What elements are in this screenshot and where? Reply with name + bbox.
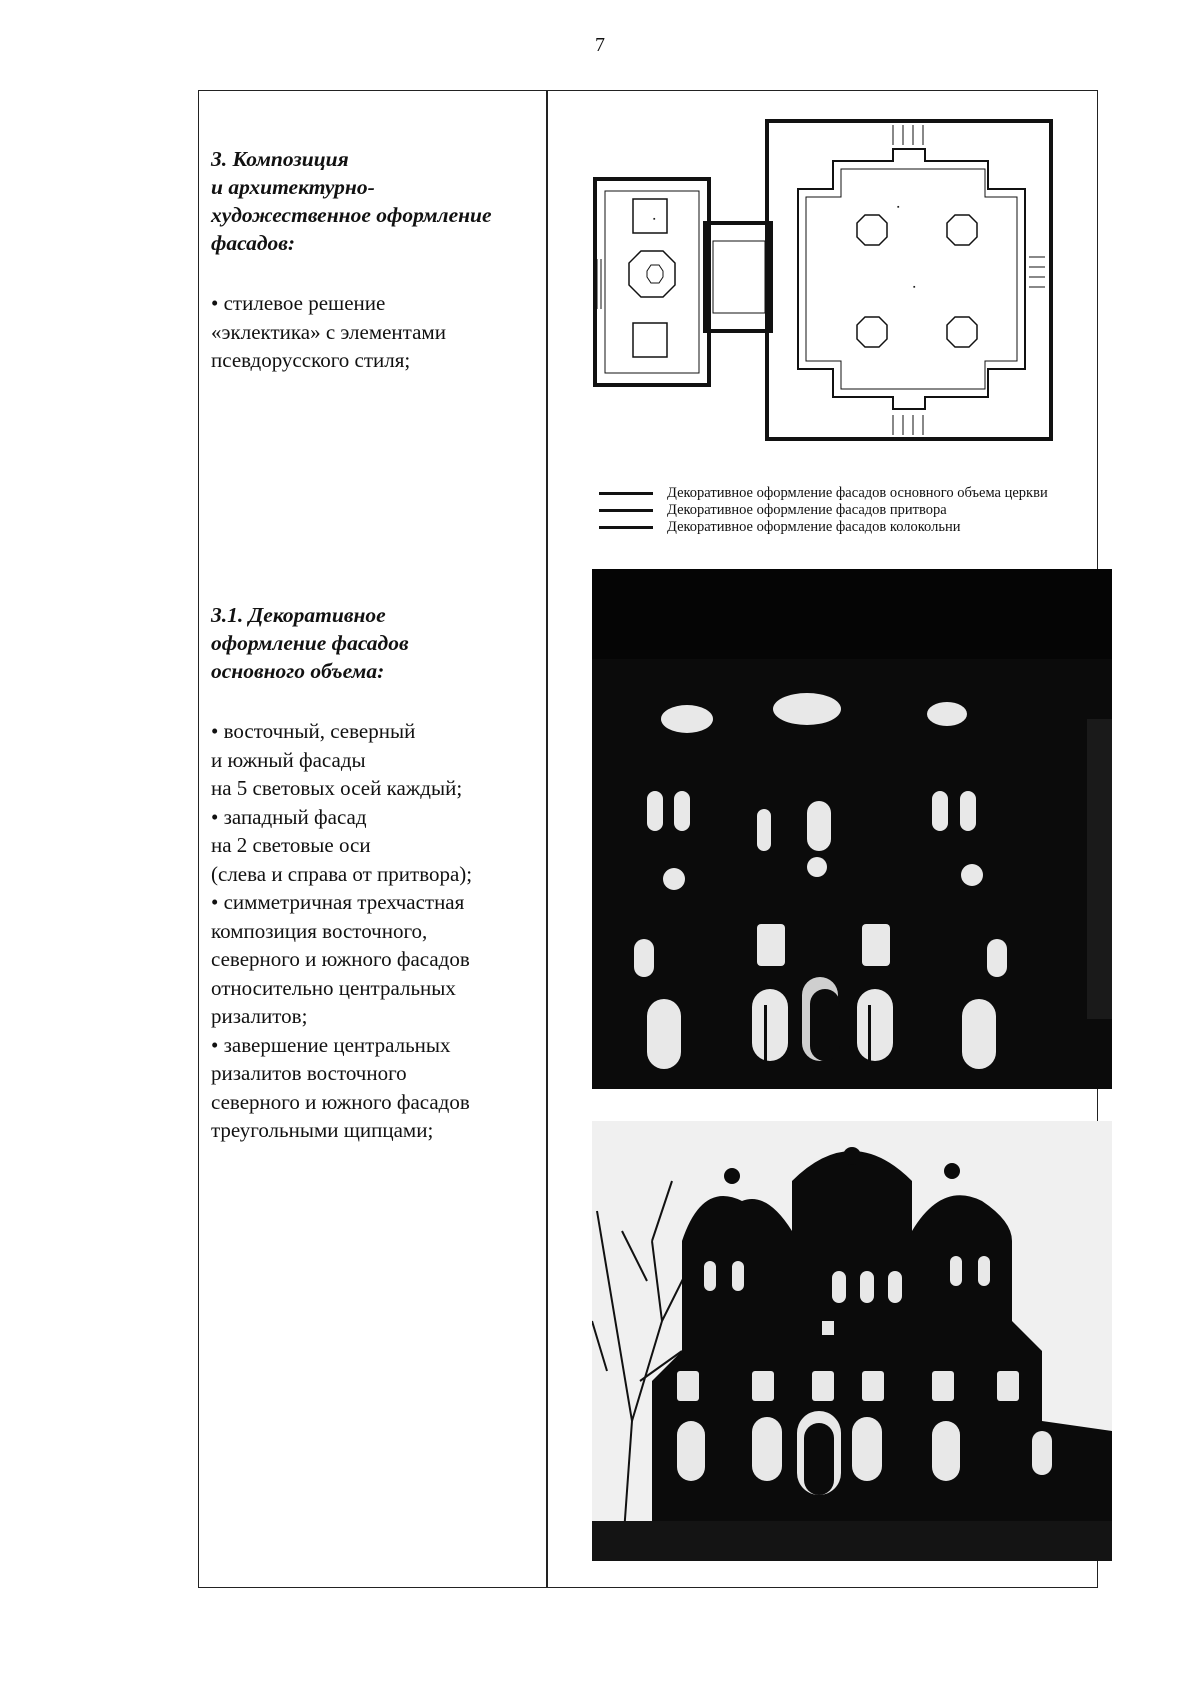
content-table bbox=[198, 90, 1098, 1588]
legend-label: Декоративное оформление фасадов колокольни bbox=[667, 519, 961, 535]
list-item: • восточный, северный и южный фасады на 5 световых осей каждый; bbox=[211, 719, 463, 800]
page-number: 7 bbox=[595, 34, 605, 56]
legend-line bbox=[599, 509, 653, 512]
list-item: • западный фасад на 2 световые оси (слева и справа от притвора); bbox=[211, 804, 473, 886]
legend-label: Декоративное оформление фасадов притвора bbox=[667, 502, 947, 518]
section-3-list bbox=[211, 289, 446, 375]
svg-text:▪: ▪ bbox=[653, 215, 656, 223]
svg-text:▪: ▪ bbox=[897, 203, 900, 211]
floor-plan-drawing bbox=[593, 119, 1053, 459]
church-facade-photo bbox=[592, 569, 1112, 1089]
section-3-1-heading: 3.1. Декоративное оформление фасадов основного объема: bbox=[211, 603, 409, 683]
list-item: • симметричная трехчастная композиция восточного, северного и южного фасадов относительно центральных ризалитов; bbox=[211, 890, 470, 1028]
legend-item bbox=[599, 485, 1079, 502]
list-item: • завершение центральных ризалитов восточного северного и южного фасадов треугольными щипцами; bbox=[211, 1032, 470, 1142]
church-side-photo bbox=[592, 1121, 1112, 1561]
legend-label: Декоративное оформление фасадов основного объема церкви bbox=[667, 485, 1048, 501]
section-3-heading: 3. Композиция и архитектурно- художественное оформление фасадов: bbox=[211, 147, 492, 255]
legend-item bbox=[599, 502, 1079, 519]
svg-text:▪: ▪ bbox=[913, 283, 916, 291]
legend-line bbox=[599, 526, 653, 529]
column-divider bbox=[546, 91, 548, 1587]
plan-legend bbox=[599, 485, 1079, 536]
list-item: • стилевое решение «эклектика» с элементами псевдорусского стиля; bbox=[211, 291, 446, 372]
legend-item bbox=[599, 519, 1079, 536]
section-3-1-list bbox=[211, 717, 472, 1145]
legend-line bbox=[599, 492, 653, 495]
